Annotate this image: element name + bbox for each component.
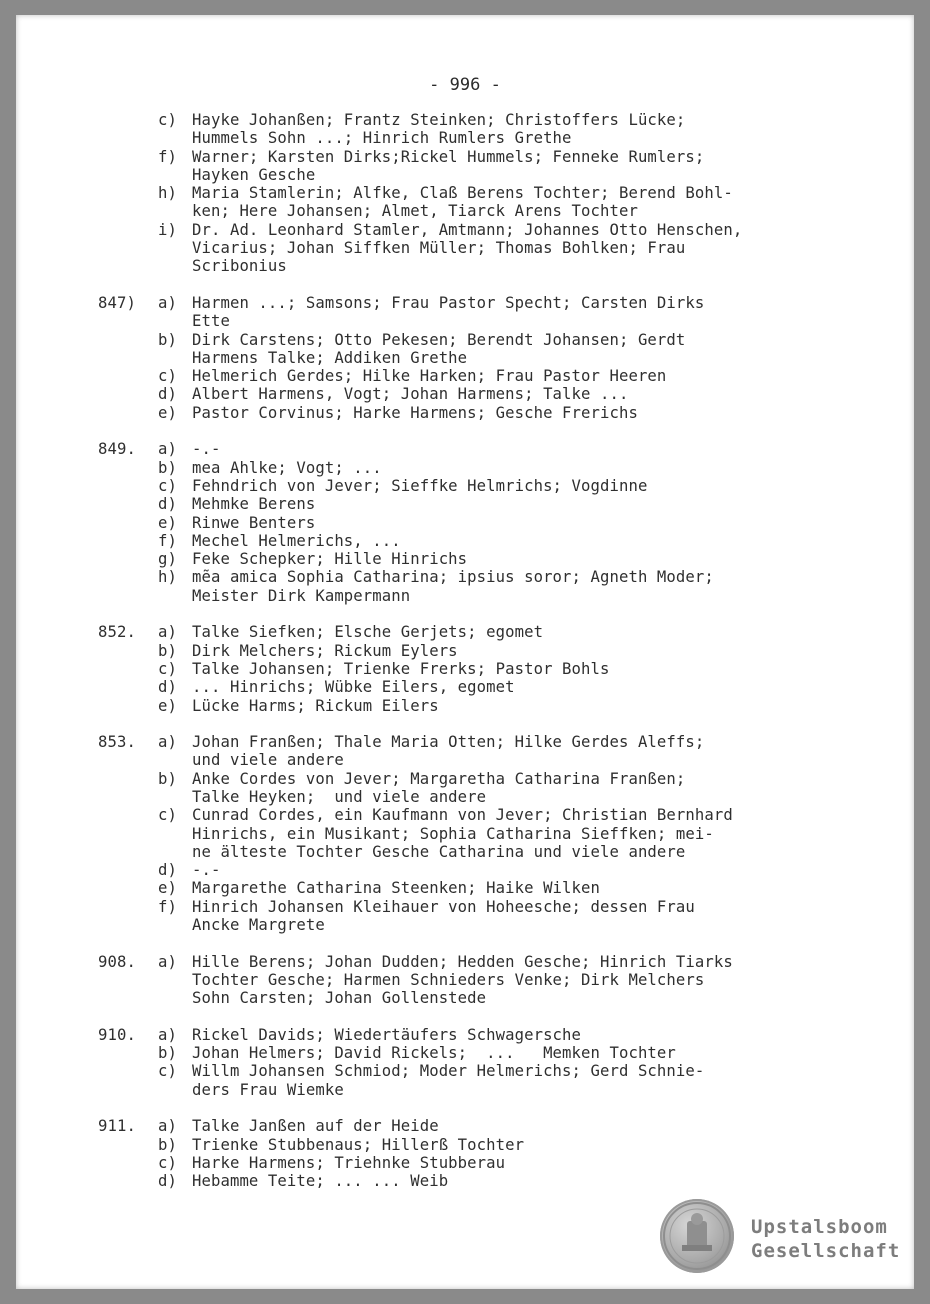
entry bbox=[98, 1026, 878, 1099]
entry bbox=[98, 440, 878, 605]
entry-item bbox=[98, 440, 878, 458]
item-letter: c) bbox=[158, 659, 177, 678]
entry-item bbox=[98, 953, 878, 1008]
text-line: -.- bbox=[192, 440, 221, 459]
text-line: Dr. Ad. Leonhard Stamler, Amtmann; Johannes Otto Henschen, bbox=[192, 220, 743, 239]
page-number: - 996 - bbox=[429, 75, 501, 95]
item-letter: g) bbox=[158, 550, 177, 569]
item-text bbox=[192, 331, 878, 368]
document-body bbox=[98, 111, 878, 1209]
text-line: Hebamme Teite; ... ... Weib bbox=[192, 1172, 449, 1191]
item-text bbox=[192, 1062, 878, 1099]
seal-logo-icon bbox=[660, 1199, 734, 1273]
entry-item bbox=[98, 367, 878, 385]
item-letter: b) bbox=[158, 641, 177, 660]
text-line: ders Frau Wiemke bbox=[192, 1080, 344, 1099]
item-letter: c) bbox=[158, 806, 177, 825]
entry-number bbox=[98, 898, 158, 935]
item-letter: e) bbox=[158, 513, 177, 532]
entry-item bbox=[98, 806, 878, 861]
entry bbox=[98, 111, 878, 276]
item-letter: c) bbox=[158, 1153, 177, 1172]
item-letter: c) bbox=[158, 476, 177, 495]
entry-item bbox=[98, 733, 878, 770]
text-line: Hinrich Johansen Kleihauer von Hoheesche; dessen Frau bbox=[192, 897, 695, 916]
entry bbox=[98, 623, 878, 714]
item-text bbox=[192, 440, 878, 458]
entry-item bbox=[98, 1117, 878, 1135]
text-line: Albert Harmens, Vogt; Johan Harmens; Talke ... bbox=[192, 385, 629, 404]
item-text bbox=[192, 367, 878, 385]
entry-number bbox=[98, 806, 158, 861]
entry-number bbox=[98, 385, 158, 403]
entry-number bbox=[98, 1154, 158, 1172]
entry-item bbox=[98, 1154, 878, 1172]
item-text bbox=[192, 294, 878, 331]
entry-item bbox=[98, 1136, 878, 1154]
entry-number bbox=[98, 495, 158, 513]
entry-item bbox=[98, 184, 878, 221]
text-line: Fehndrich von Jever; Sieffke Helmrichs; Vogdinne bbox=[192, 476, 648, 495]
text-line: und viele andere bbox=[192, 751, 344, 770]
text-line: Talke Heyken; und viele andere bbox=[192, 787, 487, 806]
item-letter: b) bbox=[158, 1135, 177, 1154]
item-text bbox=[192, 495, 878, 513]
item-letter: e) bbox=[158, 879, 177, 898]
entry-number: 911. bbox=[98, 1117, 136, 1136]
text-line: Sohn Carsten; Johan Gollenstede bbox=[192, 989, 487, 1008]
entry bbox=[98, 294, 878, 422]
text-line: Meister Dirk Kampermann bbox=[192, 586, 411, 605]
entry bbox=[98, 1117, 878, 1190]
entry-item bbox=[98, 623, 878, 641]
item-text bbox=[192, 459, 878, 477]
item-letter: a) bbox=[158, 733, 177, 752]
item-letter: h) bbox=[158, 568, 177, 587]
item-letter: a) bbox=[158, 440, 177, 459]
entry-item bbox=[98, 148, 878, 185]
item-text bbox=[192, 1136, 878, 1154]
item-letter: d) bbox=[158, 495, 177, 514]
entry-number bbox=[98, 184, 158, 221]
item-letter: b) bbox=[158, 330, 177, 349]
entry-item bbox=[98, 385, 878, 403]
item-text bbox=[192, 678, 878, 696]
entry-number: 853. bbox=[98, 733, 136, 752]
item-letter: d) bbox=[158, 1172, 177, 1191]
item-text bbox=[192, 770, 878, 807]
text-line: Talke Janßen auf der Heide bbox=[192, 1117, 439, 1136]
entry-item bbox=[98, 550, 878, 568]
entry-number bbox=[98, 770, 158, 807]
entry bbox=[98, 953, 878, 1008]
text-line: Hinrichs, ein Musikant; Sophia Catharina Sieffken; mei- bbox=[192, 824, 714, 843]
item-letter: e) bbox=[158, 403, 177, 422]
entry-number: 910. bbox=[98, 1025, 136, 1044]
item-letter: h) bbox=[158, 184, 177, 203]
item-letter: b) bbox=[158, 458, 177, 477]
item-text bbox=[192, 1044, 878, 1062]
item-text bbox=[192, 1026, 878, 1044]
text-line: Mehmke Berens bbox=[192, 495, 316, 514]
item-text bbox=[192, 697, 878, 715]
item-text bbox=[192, 879, 878, 897]
entry-item bbox=[98, 697, 878, 715]
item-text bbox=[192, 953, 878, 1008]
text-line: Johan Franßen; Thale Maria Otten; Hilke Gerdes Aleffs; bbox=[192, 733, 705, 752]
entry-number: 849. bbox=[98, 440, 136, 459]
text-line: Johan Helmers; David Rickels; ... Memken Tochter bbox=[192, 1044, 676, 1063]
entry-item bbox=[98, 404, 878, 422]
text-line: Hille Berens; Johan Dudden; Hedden Gesche; Hinrich Tiarks bbox=[192, 952, 733, 971]
entry-item bbox=[98, 861, 878, 879]
text-line: Hayke Johanßen; Frantz Steinken; Christoffers Lücke; bbox=[192, 111, 686, 129]
item-text bbox=[192, 514, 878, 532]
entry-item bbox=[98, 1062, 878, 1099]
entry-item bbox=[98, 1172, 878, 1190]
entry-number bbox=[98, 1136, 158, 1154]
entry-number bbox=[98, 1062, 158, 1099]
item-text bbox=[192, 1117, 878, 1135]
entry-number bbox=[98, 861, 158, 879]
item-text bbox=[192, 660, 878, 678]
item-text bbox=[192, 806, 878, 861]
text-line: Scribonius bbox=[192, 257, 287, 276]
item-text bbox=[192, 568, 878, 605]
text-line: Maria Stamlerin; Alfke, Claß Berens Tochter; Berend Bohl- bbox=[192, 184, 733, 203]
entry-item bbox=[98, 660, 878, 678]
entry-item bbox=[98, 770, 878, 807]
item-text bbox=[192, 733, 878, 770]
text-line: Harmen ...; Samsons; Frau Pastor Specht; Carsten Dirks bbox=[192, 293, 705, 312]
text-line: -.- bbox=[192, 861, 221, 880]
entry-number bbox=[98, 532, 158, 550]
text-line: Ette bbox=[192, 312, 230, 331]
item-letter: b) bbox=[158, 769, 177, 788]
entry-number bbox=[98, 459, 158, 477]
item-text bbox=[192, 532, 878, 550]
entry-number bbox=[98, 1044, 158, 1062]
entry-item bbox=[98, 532, 878, 550]
entry-number bbox=[98, 642, 158, 660]
entry-number bbox=[98, 367, 158, 385]
entry-item bbox=[98, 477, 878, 495]
text-line: Warner; Karsten Dirks;Rickel Hummels; Fenneke Rumlers; bbox=[192, 147, 705, 166]
item-text bbox=[192, 1154, 878, 1172]
document-page bbox=[16, 15, 914, 1289]
item-letter: f) bbox=[158, 147, 177, 166]
logo-line-2: Gesellschaft bbox=[751, 1240, 901, 1262]
text-line: Lücke Harms; Rickum Eilers bbox=[192, 696, 439, 715]
text-line: Talke Johansen; Trienke Frerks; Pastor Bohls bbox=[192, 659, 610, 678]
entry-number bbox=[98, 660, 158, 678]
text-line: Rickel Davids; Wiedertäufers Schwagersche bbox=[192, 1025, 582, 1044]
item-text bbox=[192, 550, 878, 568]
item-text bbox=[192, 111, 878, 148]
entry-item bbox=[98, 459, 878, 477]
text-line: ne älteste Tochter Gesche Catharina und viele andere bbox=[192, 842, 686, 861]
text-line: Harke Harmens; Triehnke Stubberau bbox=[192, 1153, 506, 1172]
entry-item bbox=[98, 1044, 878, 1062]
item-letter: e) bbox=[158, 696, 177, 715]
item-text bbox=[192, 642, 878, 660]
entry-number bbox=[98, 697, 158, 715]
entry-number bbox=[98, 1172, 158, 1190]
entry-number bbox=[98, 678, 158, 696]
entry-number: 908. bbox=[98, 952, 136, 971]
entry bbox=[98, 733, 878, 934]
text-line: Dirk Carstens; Otto Pekesen; Berendt Johansen; Gerdt bbox=[192, 330, 686, 349]
text-line: Tochter Gesche; Harmen Schnieders Venke; Dirk Melchers bbox=[192, 970, 705, 989]
entry-item bbox=[98, 898, 878, 935]
entry-item bbox=[98, 514, 878, 532]
entry-number: 847) bbox=[98, 293, 136, 312]
text-line: Feke Schepker; Hille Hinrichs bbox=[192, 550, 468, 569]
text-line: mea Ahlke; Vogt; ... bbox=[192, 458, 382, 477]
text-line: Helmerich Gerdes; Hilke Harken; Frau Pastor Heeren bbox=[192, 367, 667, 386]
item-text bbox=[192, 385, 878, 403]
text-line: Rinwe Benters bbox=[192, 513, 316, 532]
item-text bbox=[192, 861, 878, 879]
item-letter: c) bbox=[158, 111, 177, 129]
text-line: Willm Johansen Schmiod; Moder Helmerichs; Gerd Schnie- bbox=[192, 1062, 705, 1081]
item-letter: d) bbox=[158, 861, 177, 880]
item-text bbox=[192, 1172, 878, 1190]
entry-number bbox=[98, 404, 158, 422]
item-text bbox=[192, 221, 878, 276]
item-letter: a) bbox=[158, 293, 177, 312]
item-text bbox=[192, 623, 878, 641]
entry-item bbox=[98, 879, 878, 897]
item-letter: b) bbox=[158, 1044, 177, 1063]
entry-number bbox=[98, 550, 158, 568]
item-letter: f) bbox=[158, 531, 177, 550]
text-line: mẽa amica Sophia Catharina; ipsius soror; Agneth Moder; bbox=[192, 568, 714, 587]
item-text bbox=[192, 477, 878, 495]
entry-item bbox=[98, 294, 878, 331]
text-line: Harmens Talke; Addiken Grethe bbox=[192, 348, 468, 367]
text-line: Cunrad Cordes, ein Kaufmann von Jever; Christian Bernhard bbox=[192, 806, 733, 825]
text-line: Trienke Stubbenaus; Hillerß Tochter bbox=[192, 1135, 525, 1154]
entry-number bbox=[98, 331, 158, 368]
entry-number: 852. bbox=[98, 623, 136, 642]
item-text bbox=[192, 184, 878, 221]
entry-item bbox=[98, 568, 878, 605]
text-line: Talke Siefken; Elsche Gerjets; egomet bbox=[192, 623, 544, 642]
entry-number bbox=[98, 221, 158, 276]
entry-item bbox=[98, 1026, 878, 1044]
text-line: Dirk Melchers; Rickum Eylers bbox=[192, 641, 458, 660]
item-letter: c) bbox=[158, 367, 177, 386]
text-line: Margarethe Catharina Steenken; Haike Wilken bbox=[192, 879, 600, 898]
entry-item bbox=[98, 331, 878, 368]
item-letter: i) bbox=[158, 220, 177, 239]
item-letter: f) bbox=[158, 897, 177, 916]
text-line: ... Hinrichs; Wübke Eilers, egomet bbox=[192, 678, 515, 697]
entry-number bbox=[98, 477, 158, 495]
entry-number bbox=[98, 111, 158, 148]
text-line: ken; Here Johansen; Almet, Tiarck Arens Tochter bbox=[192, 202, 638, 221]
entry-item bbox=[98, 642, 878, 660]
item-letter: d) bbox=[158, 385, 177, 404]
text-line: Hayken Gesche bbox=[192, 165, 316, 184]
item-letter: a) bbox=[158, 623, 177, 642]
entry-number bbox=[98, 514, 158, 532]
text-line: Ancke Margrete bbox=[192, 916, 325, 935]
entry-number bbox=[98, 568, 158, 605]
text-line: Mechel Helmerichs, ... bbox=[192, 531, 401, 550]
text-line: Hummels Sohn ...; Hinrich Rumlers Grethe bbox=[192, 129, 572, 148]
item-text bbox=[192, 898, 878, 935]
item-letter: a) bbox=[158, 1117, 177, 1136]
entry-item bbox=[98, 221, 878, 276]
text-line: Vicarius; Johan Siffken Müller; Thomas Bohlken; Frau bbox=[192, 239, 686, 258]
item-text bbox=[192, 148, 878, 185]
entry-number bbox=[98, 148, 158, 185]
society-logo-text bbox=[751, 1215, 900, 1263]
entry-item bbox=[98, 495, 878, 513]
item-text bbox=[192, 404, 878, 422]
entry-item bbox=[98, 111, 878, 148]
text-line: Anke Cordes von Jever; Margaretha Catharina Franßen; bbox=[192, 769, 686, 788]
text-line: Pastor Corvinus; Harke Harmens; Gesche Frerichs bbox=[192, 403, 638, 422]
item-letter: a) bbox=[158, 952, 177, 971]
entry-item bbox=[98, 678, 878, 696]
entry-number bbox=[98, 879, 158, 897]
item-letter: a) bbox=[158, 1025, 177, 1044]
item-letter: c) bbox=[158, 1062, 177, 1081]
item-letter: d) bbox=[158, 678, 177, 697]
logo-line-1: Upstalsboom bbox=[751, 1216, 888, 1238]
